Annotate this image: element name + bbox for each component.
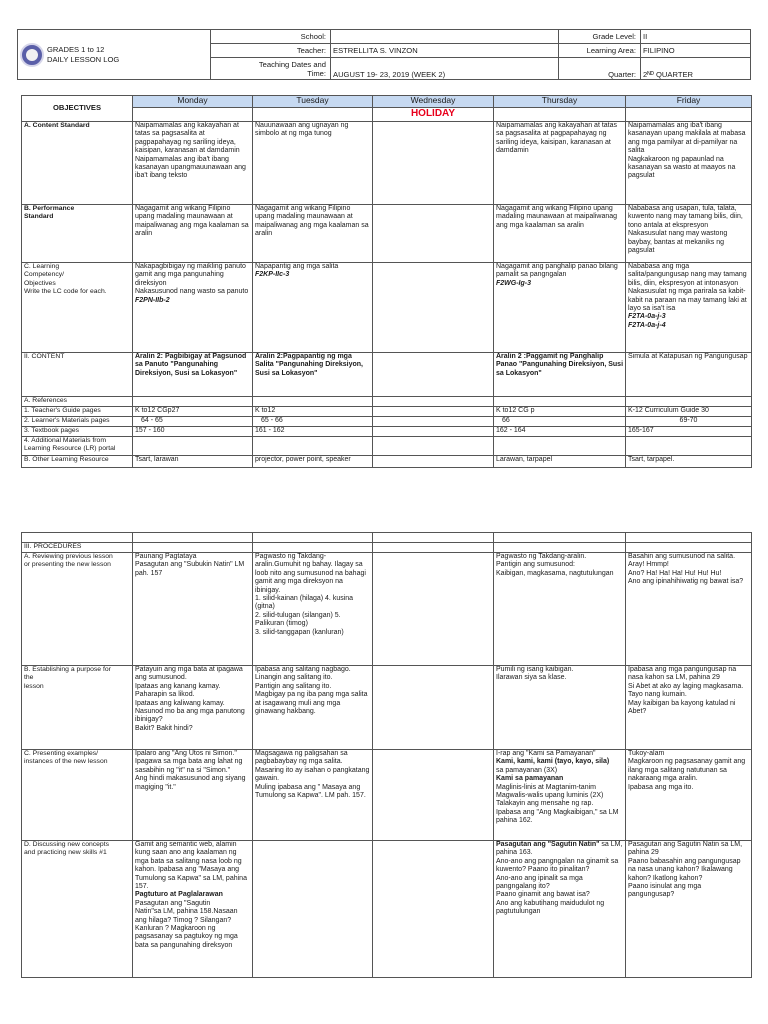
presenting-thu-line3: sa pamayanan (3X) (496, 766, 558, 774)
day-friday: Friday (626, 96, 752, 108)
competency-thu (494, 263, 626, 353)
discussing-mon-heading: Pagtuturo at Paglalarawan (135, 891, 223, 899)
title-line2: DAILY LESSON LOG (47, 54, 120, 64)
presenting-thu-rest: Maglinis-linis at Magtanim-tanim Magwalis-walis upang luminis (2X) Talakayin ang mensahe ng rap. Ipabasa ang "Ang Magkaibigan," sa LM pahina 162. (496, 783, 619, 825)
deped-seal-icon (20, 43, 44, 67)
discussing-mon-rest: Natin"sa LM, pahina 158.Nasaan ang hilaga? Timog ? Silangan? Kanluran ? Magkaroon ng pagsasanay sa pagtukoy ng mga bata sa pangunahing direksyon (135, 908, 238, 949)
performance-standard-thu: Nagagamit ang wikang Filipino upang madaling maunawaan at maipaliwanag ang mga kaalaman sa aralin (494, 205, 626, 263)
textbook-tue: 161 - 162 (253, 427, 373, 437)
lesson-table (21, 95, 752, 468)
discussing-mon-intro: Gamit ang semantic web, alamin kung saan ano ang kaalaman ng mga bata sa salitang nasa loob ng kahon. Ipabasa ang "Masaya ang Tumulong sa Kapwa" sa LM, pahina 157. (135, 841, 247, 891)
area-label: Learning Area: (559, 44, 641, 58)
other-resource-thu: Larawan, tarpapel (494, 456, 626, 468)
school-value (331, 30, 559, 44)
textbook-mon: 157 - 160 (133, 427, 253, 437)
procedures-table (21, 532, 752, 978)
review-tue: Pagwasto ng Takdang-aralin.Gumuhit ng bahay. Ilagay sa loob nito ang sumusunod na bahagi gamit ang mga direksyon na ibinigay. 1. silid-kainan (hilaga) 4. kusina (gitna) 2. silid-tulugan (silangan) 5. Palikuran (timog) 3. silid-tanggapan (kanluran) (253, 553, 373, 666)
purpose-mon: Patayuin ang mga bata at ipagawa ang sumusunod. Ipataas ang kanang kamay. Paharapin sa likod. Ipataas ang kaliwang kamay. Nasunod mo ba ang mga panutong ibinigay? Bakit? Bakit hindi? (133, 666, 253, 750)
school-label: School: (211, 30, 331, 44)
header-title-cell (18, 30, 211, 80)
presenting-mon: Ipalaro ang "Ang Utos ni Simon." Ipagawa sa mga bata ang lahat ng sasabihin ng "it" na si "Simon." Ang hindi makasusunod ang siyang magiging "it." (133, 750, 253, 841)
discussing-label: D. Discussing new concepts and practicing new skills #1 (22, 841, 133, 978)
content-mon: Aralin 2: Pagbibigay at Pagsunod sa Panuto "Pangunahing Direksiyon, Susi sa Lokasyon" (133, 353, 253, 397)
purpose-tue: Ipabasa ang salitang nagbago. Linangin ang salitang ito. Pantigin ang salitang ito. Magbigay pa ng iba pang mga salita at isagawang muli ang mga ginawang hakbang. (253, 666, 373, 750)
presenting-thu (494, 750, 626, 841)
performance-standard-fri: Nababasa ang usapan, tula, talata, kuwento nang may tamang bilis, diin, tono antala at ekspresyon Nakasusulat nang may wastong baybay, bantas at mekaniks ng pagsulat (626, 205, 752, 263)
textbook-label: 3. Textbook pages (22, 427, 133, 437)
day-thursday: Thursday (494, 96, 626, 108)
quarter-label: Quarter: (559, 58, 641, 80)
purpose-fri: Ipabasa ang mga pangungusap na nasa kahon sa LM, pahina 29 Si Abet at ako ay laging magkasama. Tayo nang kumain. May kaibigan ba kayong katulad ni Abet? (626, 666, 752, 750)
learners-materials-label: 2. Learner's Materials pages (22, 417, 133, 427)
grade-value: II (641, 30, 751, 44)
content-standard-mon: Naipamamalas ang kakayahan at tatas sa pagsasalita at pagpapahayag ng sariling ideya, kaisipan, karanasan at damdamin Naipamamalas ang iba't ibang kasanayan upangmauunawaan ang iba't ibang teksto (133, 122, 253, 205)
competency-thu-code: F2WG-Ig-3 (496, 279, 531, 287)
competency-thu-text: Nagagamit ang panghalip panao bilang pamalit sa pangngalan (496, 263, 618, 279)
competency-mon-text: Nakapagbibigay ng maikling panuto gamit ang mga pangunahing direksiyon Nakasusunod nang wasto sa panuto (135, 263, 249, 296)
additional-materials-label: 4. Additional Materials from Learning Resource (LR) portal (22, 437, 133, 456)
presenting-thu-line4: Kami sa pamayanan (496, 775, 564, 783)
review-mon: Paunang Pagtataya Pasagutan ang "Subukin Natin" LM pah. 157 (133, 553, 253, 666)
purpose-thu: Pumili ng isang kaibigan. Ilarawan siya sa klase. (494, 666, 626, 750)
teachers-guide-fri: K-12 Curriculum Guide 30 (626, 407, 752, 417)
day-wednesday: Wednesday (373, 96, 494, 108)
discussing-thu-rest: sa LM, pahina 163. Ano-ano ang pangngalan na ginamit sa kuwento? Paano ito pinalitan? Ano-ano ang ipinalit sa mga pangngalang ito? Paano ginamit ang bawat isa? Ano ang kabutihang maidudulot ng pagtutulungan (496, 841, 623, 916)
grade-label: Grade Level: (559, 30, 641, 44)
teachers-guide-mon: K to12 CGp27 (133, 407, 253, 417)
competency-fri-code1: F2TA-0a-j-3 (628, 313, 666, 321)
references-label: A. References (22, 397, 133, 407)
learners-materials-thu: 66 (494, 417, 626, 427)
content-fri: Simula at Katapusan ng Pangungusap (626, 353, 752, 397)
competency-fri-text: Nababasa ang mga salita/pangungusap nang may tamang bilis, diin, ekspresyon at intonasyon Nakasusulat ng mga parirala sa kabit-kabit na paraan na may tamang laki at layo sa isa't isa (628, 263, 747, 313)
performance-standard-mon: Nagagamit ang wikang Filipino upang madaling maunawaan at maipaliwanag ang mga kaalaman sa aralin (133, 205, 253, 263)
learners-materials-tue: 65 - 66 (253, 417, 373, 427)
area-value: FILIPINO (641, 44, 751, 58)
review-label: A. Reviewing previous lesson or presenting the new lesson (22, 553, 133, 666)
presenting-tue: Magsagawa ng paligsahan sa pagbabaybay ng mga salita. Masaring ito ay isahan o pangkatang gawain. Muling ipabasa ang " Masaya ang Tumulong sa Kapwa". LM pah. 157. (253, 750, 373, 841)
content-standard-tue: Nauunawaan ang ugnayan ng simbolo at ng mga tunog (253, 122, 373, 205)
performance-standard-label: B. Performance Standard (22, 205, 133, 263)
teachers-guide-thu: K to12 CG p (494, 407, 626, 417)
other-resource-label: B. Other Learning Resource (22, 456, 133, 468)
review-thu: Pagwasto ng Takdang-aralin. Pantigin ang sumusunod: Kaibigan, magkasama, nagtutulungan (494, 553, 626, 666)
day-monday: Monday (133, 96, 253, 108)
dates-value: AUGUST 19- 23, 2019 (WEEK 2) (331, 58, 559, 80)
day-tuesday: Tuesday (253, 96, 373, 108)
header-table (17, 29, 751, 80)
competency-fri (626, 263, 752, 353)
objectives-heading: OBJECTIVES (22, 96, 133, 122)
competency-tue-code: F2KP-IIc-3 (255, 271, 290, 279)
teachers-guide-tue: K to12 (253, 407, 373, 417)
teacher-value: ESTRELLITA S. VINZON (331, 44, 559, 58)
quarter-value: 2ᴺᴰ QUARTER (641, 58, 751, 80)
holiday-label: HOLIDAY (373, 108, 494, 122)
other-resource-mon: Tsart, larawan (133, 456, 253, 468)
dates-label: Teaching Dates and Time: (211, 58, 331, 80)
performance-standard-tue: Nagagamit ang wikang Filipino upang madaling maunawaan at maipaliwanag ang mga kaalaman sa aralin (253, 205, 373, 263)
presenting-fri: Tukoy-alam Magkaroon ng pagsasanay gamit ang ilang mga salitang natutunan sa nakaraang mga aralin. Ipabasa ang mga ito. (626, 750, 752, 841)
competency-tue-text: Napapantig ang mga salita (255, 263, 339, 270)
content-thu: Aralin 2 :Paggamit ng Panghalip Panao "Pangunahing Direksiyon, Susi sa Lokasyon" (494, 353, 626, 397)
purpose-label: B. Establishing a purpose for the lesson (22, 666, 133, 750)
other-resource-tue: projector, power point, speaker (253, 456, 373, 468)
teacher-label: Teacher: (211, 44, 331, 58)
content-standard-label: A. Content Standard (22, 122, 133, 205)
teachers-guide-label: 1. Teacher's Guide pages (22, 407, 133, 417)
competency-label: C. Learning Competency/ Objectives Write the LC code for each. (22, 263, 133, 353)
learners-materials-fri: 69-70 (626, 417, 752, 427)
competency-tue (253, 263, 373, 353)
discussing-mon-ask: Pasagutan ang "Sagutin (135, 899, 211, 907)
discussing-mon (133, 841, 253, 978)
content-standard-thu: Naipamamalas ang kakayahan at tatas sa pagsasalita at pagpapahayag ng sariling ideya, kaisipan, karanasan at damdamin (494, 122, 626, 205)
discussing-thu-bold: Pasagutan ang "Sagutin Natin" (496, 841, 600, 848)
presenting-thu-line1: I-rap ang "Kami sa Pamayanan" (496, 750, 596, 757)
textbook-fri: 165-167 (626, 427, 752, 437)
competency-fri-code2: F2TA-0a-j-4 (628, 321, 666, 329)
competency-mon-code: F2PN-IIb-2 (135, 296, 170, 304)
review-fri: Basahin ang sumusunod na salita. Aray! Hmmp! Ano? Ha! Ha! Ha! Hu! Hu! Hu! Ano ang ipinahihiwatig ng bawat isa? (626, 553, 752, 666)
discussing-mon-line (135, 900, 250, 908)
discussing-thu (494, 841, 626, 978)
content-label: II. CONTENT (22, 353, 133, 397)
presenting-thu-line2: Kami, kami, kami (tayo, kayo, sila) (496, 758, 610, 766)
presenting-label: C. Presenting examples/ instances of the new lesson (22, 750, 133, 841)
procedures-label: III. PROCEDURES (22, 543, 133, 553)
content-tue: Aralin 2:Pagpapantig ng mga Salita "Pangunahing Direksiyon, Susi sa Lokasyon" (253, 353, 373, 397)
textbook-thu: 162 - 164 (494, 427, 626, 437)
content-standard-fri: Naipamamalas ang iba't ibang kasanayan upang makilala at mabasa ang mga pamilyar at di-pamilyar na salita Nagkakaroon ng papaunlad na kasanayan sa wasto at maayos na pagsulat (626, 122, 752, 205)
learners-materials-mon: 64 - 65 (133, 417, 253, 427)
title-line1: GRADES 1 to 12 (47, 44, 105, 54)
competency-mon (133, 263, 253, 353)
discussing-fri: Pasagutan ang Sagutin Natin sa LM, pahina 29 Paano babasahin ang pangungusap na nasa unang kahon? Ikalawang kahon? Ikatlong kahon? Paano isinulat ang mga pangungusap? (626, 841, 752, 978)
other-resource-fri: Tsart, tarpapel. (626, 456, 752, 468)
